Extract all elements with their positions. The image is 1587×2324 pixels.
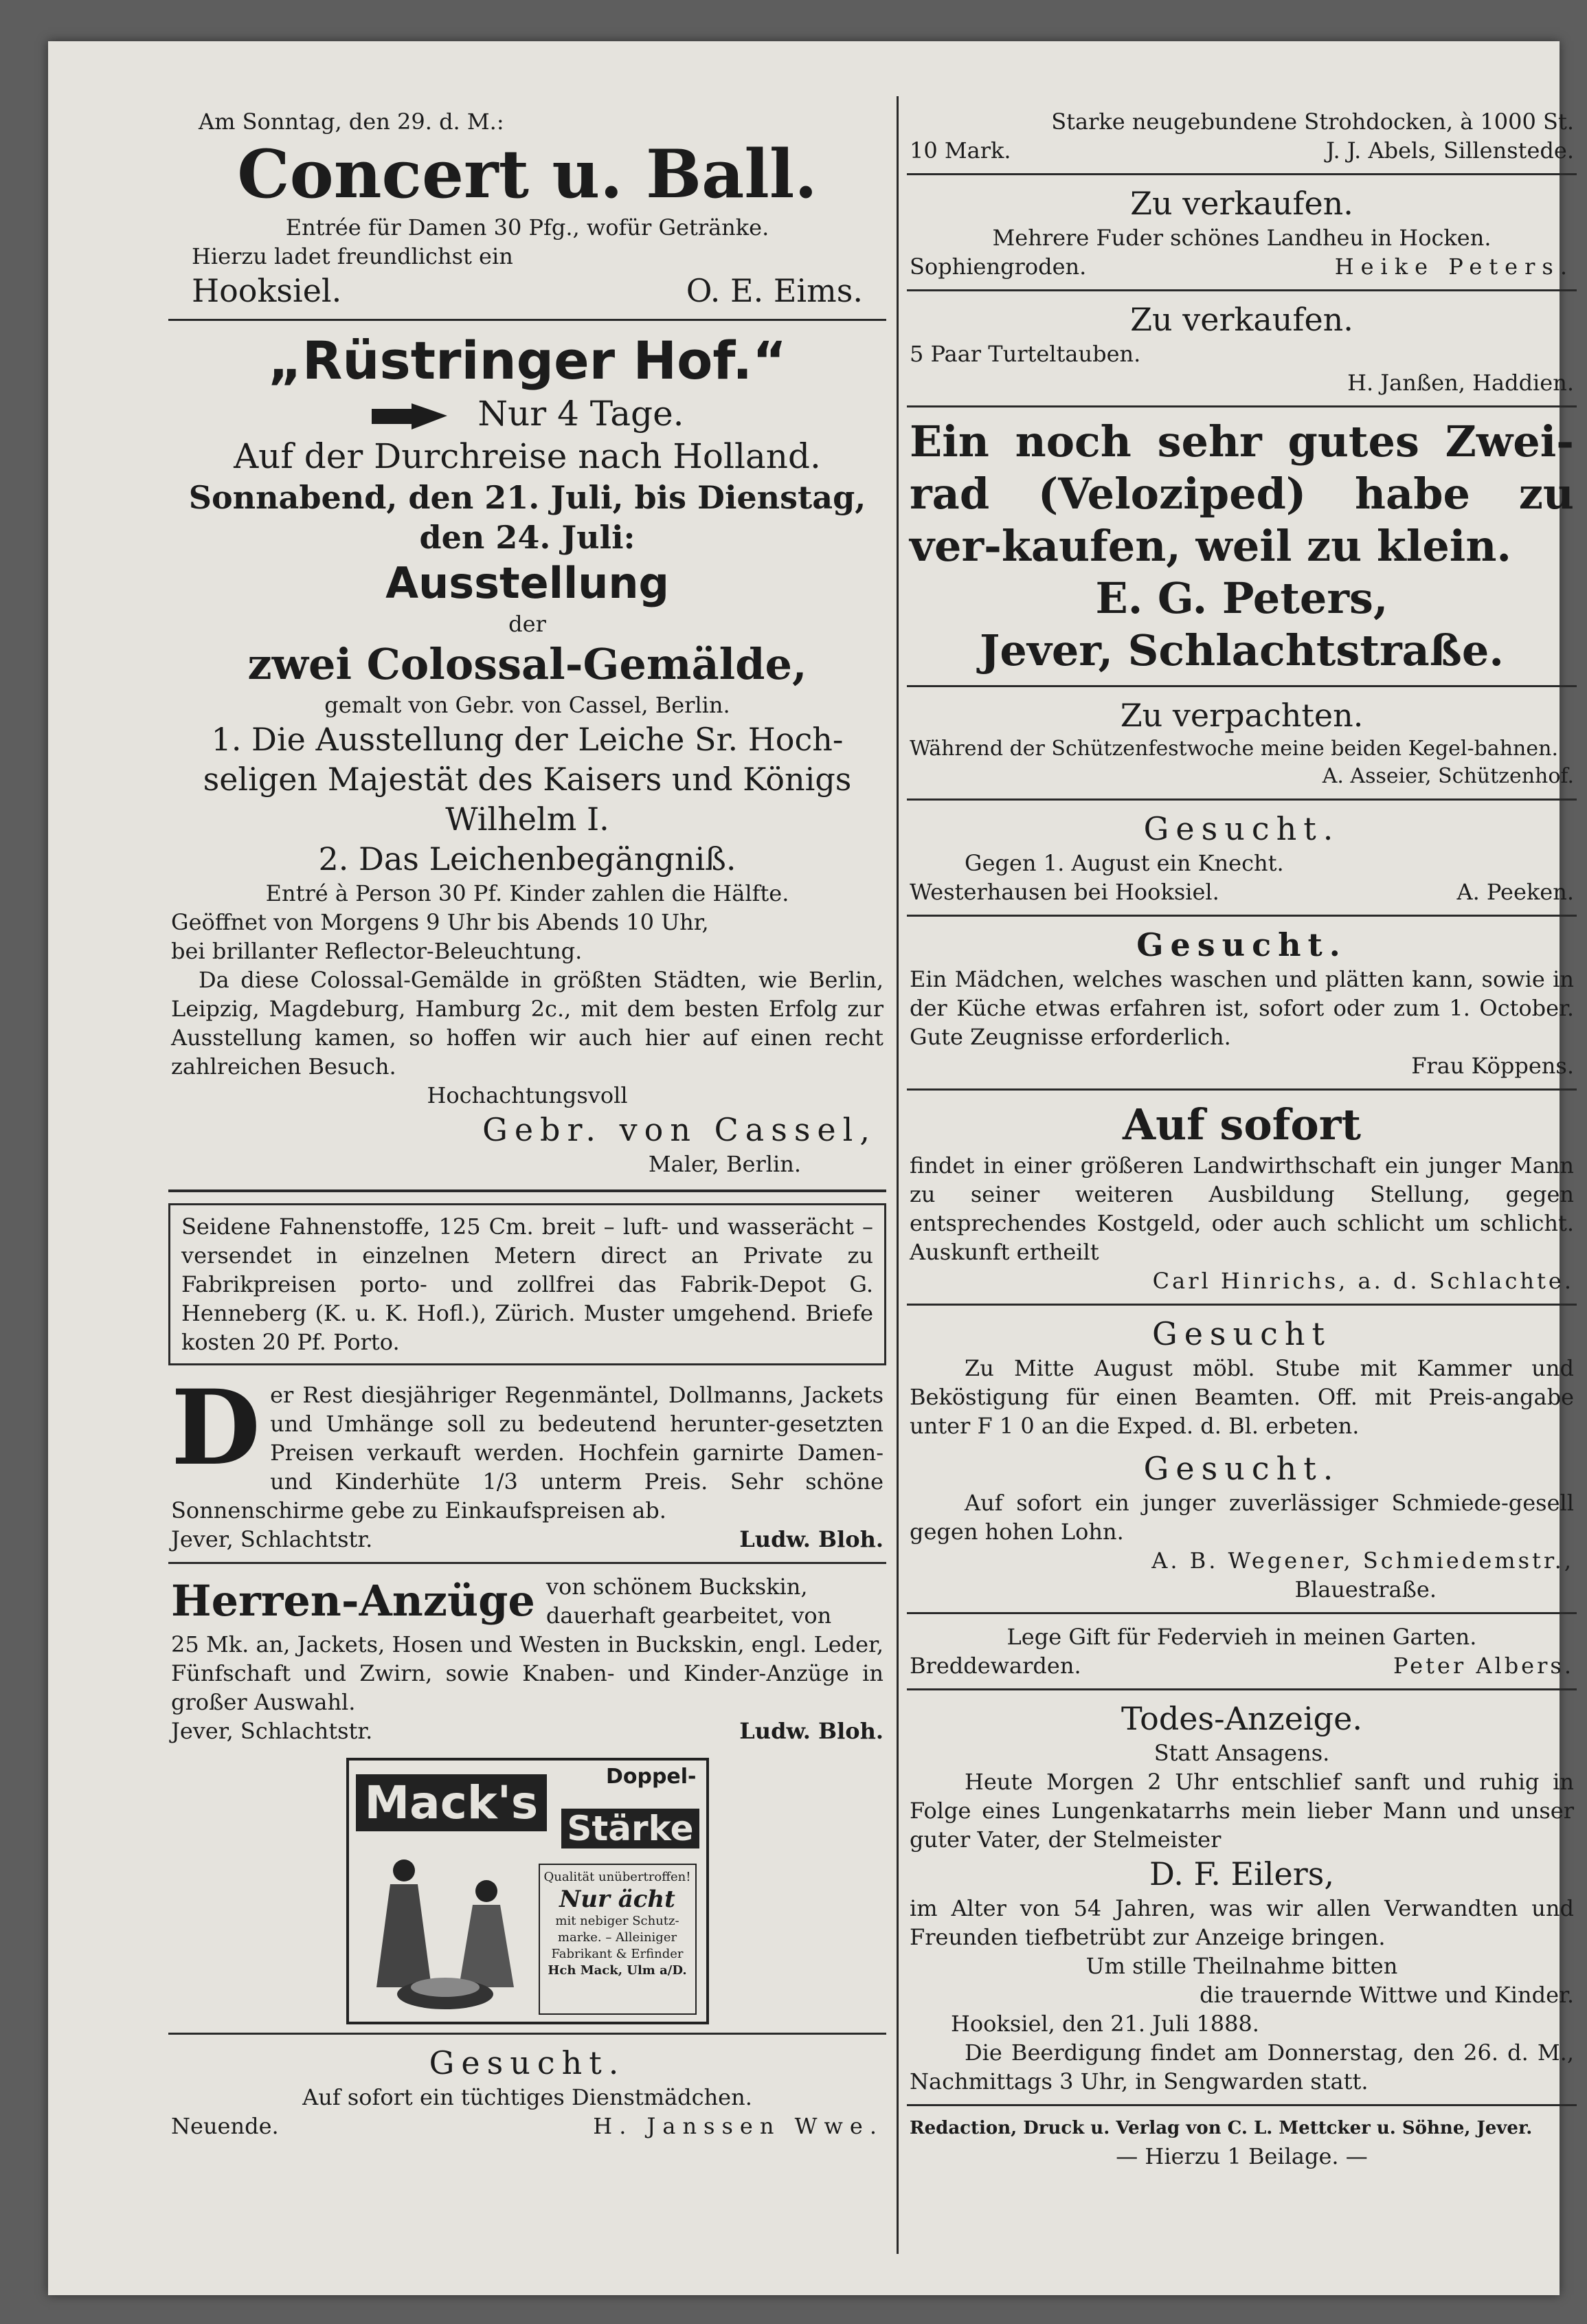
ruestringer-travel: Auf der Durchreise nach Holland. bbox=[234, 436, 821, 476]
verpacht-signature: A. Asseier, Schützenhof. bbox=[1322, 764, 1574, 788]
ad-zu-verkaufen-heu bbox=[907, 179, 1577, 285]
ruestringer-der: der bbox=[508, 611, 546, 637]
ruestringer-item1-line3: Wilhelm I. bbox=[445, 801, 609, 838]
verk2-text: 5 Paar Turteltauben. bbox=[910, 341, 1141, 367]
ruestringer-hours: Geöffnet von Morgens 9 Uhr bis Abends 10 Uhr, bbox=[171, 909, 709, 935]
ad-todes-anzeige bbox=[907, 1695, 1577, 2100]
sofort-headline: Auf sofort bbox=[1122, 1099, 1362, 1150]
right-column bbox=[907, 103, 1577, 2240]
ges3-text: Zu Mitte August möbl. Stube mit Kammer und Beköstigung für einen Beamten. Off. mit Preis-angabe unter F 1 0 an die Exped. d. Bl. erbeten. bbox=[910, 1355, 1574, 1439]
ges1-place: Westerhausen bei Hooksiel. bbox=[910, 879, 1219, 905]
ad-zu-verkaufen-tauben bbox=[907, 295, 1577, 401]
sofort-text: findet in einer größeren Landwirthschaft ein junger Mann zu seiner weiteren Ausbildung Stellung, gegen entsprechendes Kostgeld, oder auch schlicht um schlicht. Auskunft ertheilt bbox=[910, 1152, 1574, 1265]
ruestringer-item1-line1: 1. Die Ausstellung der Leiche Sr. Hoch- bbox=[211, 721, 844, 758]
verk2-signature: H. Janßen, Haddien. bbox=[1347, 370, 1574, 396]
ad-gesucht-knecht bbox=[907, 805, 1577, 910]
column-divider bbox=[897, 96, 899, 2254]
mack-label-trademark: mit nebiger Schutz-marke. – Alleiniger Fabrikant & Erfinder bbox=[551, 1914, 684, 1961]
verk2-headline: Zu verkaufen. bbox=[1130, 301, 1353, 338]
ad-herren-anzuege bbox=[168, 1568, 886, 1750]
ruestringer-regards: Hochachtungsvoll bbox=[427, 1082, 628, 1108]
gift-text: Lege Gift für Federvieh in meinen Garten. bbox=[1006, 1624, 1477, 1650]
ges4-signature: A. B. Wegener, Schmiedemstr., bbox=[1151, 1548, 1574, 1574]
ges2-headline: Gesucht. bbox=[1136, 926, 1347, 963]
ad-strohdocken bbox=[907, 103, 1577, 169]
mack-label bbox=[539, 1864, 697, 2015]
gift-place: Breddewarden. bbox=[910, 1653, 1081, 1679]
ges4-signature-street: Blauestraße. bbox=[1294, 1576, 1437, 1602]
footer-imprint bbox=[907, 2110, 1577, 2175]
ad-gesucht-stube bbox=[907, 1310, 1577, 1444]
mack-label-maker: Hch Mack, Ulm a/D. bbox=[548, 1963, 687, 1978]
concert-entry: Entrée für Damen 30 Pfg., wofür Getränke. bbox=[285, 214, 769, 241]
laundry-women-illustration-icon bbox=[363, 1850, 534, 2015]
divider bbox=[907, 1688, 1577, 1690]
herren-inline: von schönem Buckskin, dauerhaft gearbeitet, von bbox=[545, 1574, 832, 1629]
ad-concert bbox=[168, 103, 886, 315]
rest-place: Jever, Schlachtstr. bbox=[171, 1526, 373, 1552]
mack-name: Mack's bbox=[356, 1774, 548, 1831]
ruestringer-dates-line1: Sonnabend, den 21. Juli, bis Dienstag, bbox=[188, 479, 866, 516]
divider bbox=[907, 2104, 1577, 2106]
verpacht-headline: Zu verpachten. bbox=[1120, 697, 1364, 734]
ruestringer-lighting: bei brillanter Reflector-Beleuchtung. bbox=[171, 938, 583, 964]
divider bbox=[907, 405, 1577, 407]
divider bbox=[907, 915, 1577, 917]
ges4-headline: Gesucht. bbox=[1143, 1450, 1340, 1487]
mack-label-genuine: Nur ächt bbox=[559, 1886, 675, 1913]
zweirad-text: Ein noch sehr gutes Zwei-rad (Veloziped) habe zu ver-kaufen, weil zu klein. bbox=[910, 416, 1574, 571]
ruestringer-item1-line2: seligen Majestät des Kaisers und Königs bbox=[203, 761, 852, 798]
verpacht-text: Während der Schützenfestwoche meine beiden Kegel-bahnen. bbox=[910, 737, 1558, 761]
todes-text4: die trauernde Wittwe und Kinder. bbox=[1200, 1982, 1574, 2008]
newspaper-page bbox=[48, 41, 1574, 2295]
verk1-text: Mehrere Fuder schönes Landheu in Hocken. bbox=[992, 225, 1492, 251]
verk1-headline: Zu verkaufen. bbox=[1130, 185, 1353, 222]
todes-headline: Todes-Anzeige. bbox=[1121, 1700, 1362, 1737]
ad-seide-frame bbox=[168, 1189, 886, 1372]
divider bbox=[907, 173, 1577, 175]
ad-gesucht-maedchen bbox=[907, 921, 1577, 1084]
mack-doppel: Doppel- bbox=[605, 1765, 697, 1789]
sofort-signature: Carl Hinrichs, a. d. Schlachte. bbox=[1152, 1268, 1574, 1294]
gesucht-text: Auf sofort ein tüchtiges Dienstmädchen. bbox=[302, 2084, 752, 2110]
ruestringer-text: Da diese Colossal-Gemälde in größten Städten, wie Berlin, Leipzig, Magdeburg, Hamburg 2c., mit dem besten Erfolg zur Ausstellung kamen, so hoffen wir auch hier auf einen recht zahlreichen Besuch. bbox=[171, 967, 883, 1080]
ruestringer-painted-by: gemalt von Gebr. von Cassel, Berlin. bbox=[324, 692, 730, 718]
ruestringer-exhibit: Ausstellung bbox=[385, 558, 669, 608]
concert-invite: Hierzu ladet freundlichst ein bbox=[192, 243, 513, 269]
gesucht-signature: H. Janssen Wwe. bbox=[593, 2113, 883, 2139]
zweirad-place: Jever, Schlachtstraße. bbox=[980, 625, 1504, 675]
divider bbox=[168, 2033, 886, 2035]
todes-name: D. F. Eilers, bbox=[1149, 1855, 1334, 1892]
todes-text3: Um stille Theilnahme bitten bbox=[1085, 1953, 1398, 1979]
ges1-signature: A. Peeken. bbox=[1456, 879, 1574, 905]
todes-text2: im Alter von 54 Jahren, was wir allen Verwandten und Freunden tiefbetrübt zur Anzeige bringen. bbox=[910, 1895, 1574, 1950]
ges2-signature: Frau Köppens. bbox=[1411, 1053, 1574, 1079]
ad-zweirad bbox=[907, 412, 1577, 681]
gesucht-headline: Gesucht. bbox=[429, 2044, 626, 2081]
ad-ruestringer-hof bbox=[168, 325, 886, 1183]
ges1-headline: Gesucht. bbox=[1143, 810, 1340, 847]
ruestringer-item2: 2. Das Leichenbegängniß. bbox=[318, 840, 736, 878]
concert-place: Hooksiel. bbox=[192, 272, 342, 309]
divider bbox=[907, 1612, 1577, 1614]
drop-cap: D bbox=[171, 1367, 261, 1488]
divider bbox=[907, 798, 1577, 801]
divider bbox=[907, 1088, 1577, 1091]
zweirad-name: E. G. Peters, bbox=[1095, 573, 1388, 623]
todes-text1: Heute Morgen 2 Uhr entschlief sanft und ruhig in Folge eines Lungenkatarrhs mein lieber Mann und unser guter Vater, der Stelmeister bbox=[910, 1769, 1574, 1853]
mack-label-quality: Qualität unübertroffen! bbox=[543, 1870, 691, 1884]
ad-seide-fahnenstoffe: Seidene Fahnenstoffe, 125 Cm. breit – luft- und wasserächt – versendet in einzelnen Metern direct an Private zu Fabrikpreisen porto- und zollfrei das Fabrik-Depot G. Henneberg (K. u. K. Hofl.), Zürich. Muster umgehend. Briefe kosten 20 Pf. Porto. bbox=[168, 1203, 886, 1365]
stroh-price: 10 Mark. bbox=[910, 137, 1011, 164]
beilage-text: — Hierzu 1 Beilage. — bbox=[1116, 2143, 1368, 2169]
gesucht-place: Neuende. bbox=[171, 2113, 279, 2139]
divider bbox=[168, 1562, 886, 1564]
herren-signature: Ludw. Bloh. bbox=[739, 1718, 883, 1744]
concert-date: Am Sonntag, den 29. d. M.: bbox=[199, 109, 504, 135]
concert-headline: Concert u. Ball. bbox=[237, 135, 818, 213]
ad-rest-regenmaentel bbox=[168, 1367, 886, 1558]
rest-signature: Ludw. Bloh. bbox=[739, 1526, 883, 1552]
rest-text: er Rest diesjähriger Regenmäntel, Dollmanns, Jackets und Umhänge soll zu bedeutend herunter-gesetzten Preisen verkauft werden. Hochfein garnirte Damen- und Kinderhüte 1/3 unterm Preis. Sehr schöne Sonnenschirme gebe zu Einkaufspreisen ab. bbox=[171, 1382, 883, 1523]
ruestringer-signature-sub: Maler, Berlin. bbox=[648, 1151, 801, 1177]
pointing-hand-icon bbox=[370, 399, 453, 434]
concert-host: O. E. Eims. bbox=[686, 272, 863, 309]
ad-auf-sofort bbox=[907, 1095, 1577, 1299]
ruestringer-signature: Gebr. von Cassel, bbox=[482, 1111, 877, 1148]
ges4-text: Auf sofort ein junger zuverlässiger Schmiede-gesell gegen hohen Lohn. bbox=[910, 1490, 1574, 1545]
verk1-signature: Heike Peters. bbox=[1334, 254, 1574, 280]
ruestringer-price: Entré à Person 30 Pf. Kinder zahlen die Hälfte. bbox=[265, 880, 789, 906]
divider bbox=[168, 319, 886, 321]
herren-text: 25 Mk. an, Jackets, Hosen und Westen in Buckskin, engl. Leder, Fünfschaft und Zwirn, sowie Knaben- und Kinder-Anzüge in großer Auswahl. bbox=[171, 1631, 883, 1715]
todes-funeral: Die Beerdigung findet am Donnerstag, den 26. d. M., Nachmittags 3 Uhr, in Sengwarden statt. bbox=[910, 2040, 1574, 2094]
stroh-signature: J. J. Abels, Sillenstede. bbox=[1326, 137, 1574, 164]
ruestringer-days: Nur 4 Tage. bbox=[477, 394, 684, 434]
divider bbox=[907, 685, 1577, 687]
ruestringer-headline: „Rüstringer Hof.“ bbox=[267, 330, 787, 391]
ad-zu-verpachten bbox=[907, 691, 1577, 794]
divider bbox=[907, 1304, 1577, 1306]
herren-place: Jever, Schlachtstr. bbox=[171, 1718, 373, 1744]
todes-date: Hooksiel, den 21. Juli 1888. bbox=[951, 2011, 1259, 2037]
ad-gesucht-schmiedegesell bbox=[907, 1444, 1577, 1608]
ges3-headline: Gesucht bbox=[1151, 1315, 1332, 1352]
ruestringer-dates-line2: den 24. Juli: bbox=[419, 519, 635, 556]
herren-headline: Herren-Anzüge bbox=[171, 1576, 535, 1626]
ad-gesucht-dienstmaedchen bbox=[168, 2039, 886, 2145]
ad-macks-staerke bbox=[346, 1758, 709, 2024]
left-column bbox=[168, 103, 886, 2240]
todes-sub: Statt Ansagens. bbox=[1153, 1740, 1330, 1766]
imprint-text: Redaction, Druck u. Verlag von C. L. Mettcker u. Söhne, Jever. bbox=[910, 2118, 1533, 2138]
ruestringer-paintings: zwei Colossal-Gemälde, bbox=[247, 639, 807, 689]
ad-gift-federvieh bbox=[907, 1618, 1577, 1684]
ges2-text: Ein Mädchen, welches waschen und plätten kann, sowie in der Küche etwas erfahren ist, sofort oder zum 1. October. Gute Zeugnisse erforderlich. bbox=[910, 966, 1574, 1050]
gift-signature: Peter Albers. bbox=[1393, 1653, 1574, 1679]
divider bbox=[907, 289, 1577, 291]
verk1-place: Sophiengroden. bbox=[910, 254, 1087, 280]
mack-staerke: Stärke bbox=[561, 1809, 699, 1848]
stroh-line1: Starke neugebundene Strohdocken, à 1000 St. bbox=[1051, 109, 1574, 135]
ges1-text: Gegen 1. August ein Knecht. bbox=[965, 850, 1284, 876]
